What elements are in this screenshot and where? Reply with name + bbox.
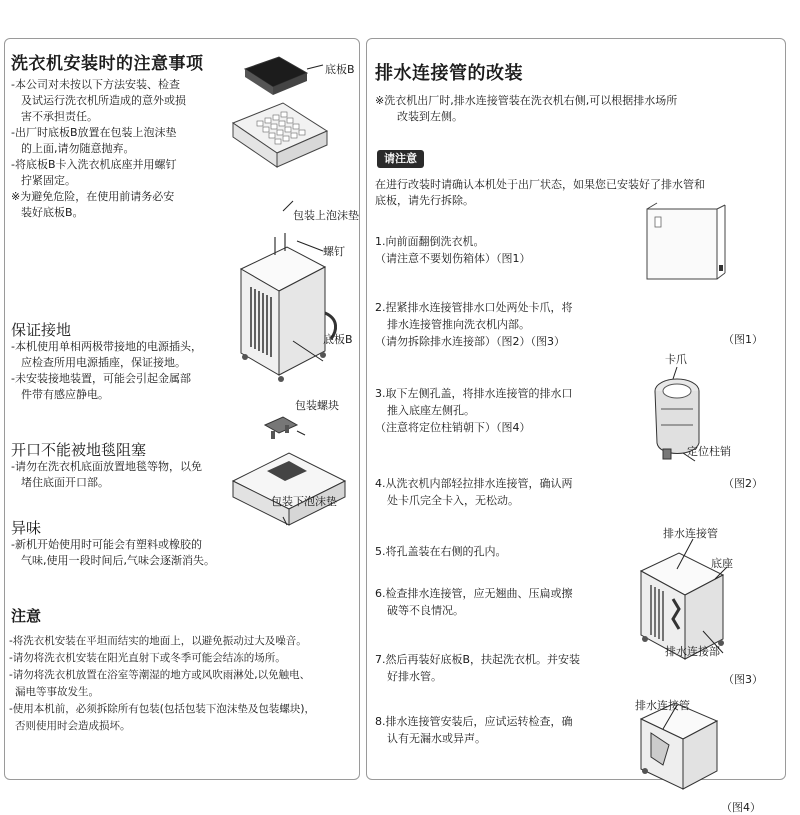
ground-title: 保证接地 (11, 321, 72, 339)
ground-line: -未安装接地装置，可能会引起金属部 (11, 372, 191, 385)
drain-note-line: ※洗衣机出厂时,排水连接管装在洗衣机右侧,可以根据排水场所 (375, 94, 678, 107)
screw-label: 螺钉 (323, 245, 345, 258)
notice-text (9, 633, 357, 735)
step-line: 1.向前面翻倒洗衣机。 (375, 235, 485, 248)
drain-conversion-panel (366, 38, 786, 814)
ground-text (11, 339, 251, 403)
odor-line: -新机开始使用时可能会有塑料或橡胶的 (11, 538, 202, 551)
step-6 (375, 585, 625, 619)
drain-joint-label: 排水连接部 (665, 645, 720, 658)
intro-line: -将底板B卡入洗衣机底座并用螺钉 (11, 158, 177, 171)
panel-b-label: 底板B (325, 63, 355, 76)
ground-line: 应检查所用电源插座，保证接地。 (21, 356, 186, 369)
carpet-line: 堵住底面开口部。 (21, 476, 109, 489)
foam-top-label: 包装上泡沫垫 (293, 209, 359, 222)
attention-badge (377, 147, 424, 166)
step-line: 3.取下左侧孔盖，将排水连接管的排水口 (375, 387, 573, 400)
step-line: 处卡爪完全卡入，无松动。 (387, 494, 519, 507)
fig3-caption: （图3） (723, 673, 763, 686)
intro-line: 及试运行洗衣机所造成的意外或损 (21, 94, 186, 107)
panel-b-side-label: 底板B (323, 333, 353, 346)
step-2 (375, 299, 625, 350)
fig2-caption: （图2） (723, 477, 763, 490)
intro-line: -本公司对未按以下方法安装、检查 (11, 78, 180, 91)
step-line: 推入底座左侧孔。 (387, 404, 475, 417)
step-4 (375, 475, 625, 509)
fig1-caption: （图1） (723, 333, 763, 346)
intro-line: -出厂时底板B放置在包装上泡沫垫 (11, 126, 177, 139)
installation-intro (11, 77, 241, 221)
installation-notes-title: 洗衣机安装时的注意事项 (11, 54, 204, 74)
step-line: 7.然后再装好底板B，扶起洗衣机。并安装 (375, 653, 581, 666)
step-line: 破等不良情况。 (387, 604, 464, 617)
pin-label: 定位柱销 (687, 445, 731, 458)
step-line: 好排水管。 (387, 670, 442, 683)
drain-conversion-title: 排水连接管的改装 (375, 63, 523, 84)
step-7 (375, 651, 625, 685)
drain-note (375, 93, 779, 125)
clip-block-label: 包装螺块 (295, 399, 339, 412)
step-line: （注意将定位柱销朝下）（图4） (375, 421, 531, 434)
step-3 (375, 385, 625, 436)
intro-line: 害不承担责任。 (21, 110, 98, 123)
foam-bottom-label: 包装下泡沫垫 (271, 495, 337, 508)
carpet-title: 开口不能被地毯阻塞 (11, 441, 147, 459)
odor-line: 气味,使用一段时间后,气味会逐渐消失。 (21, 554, 215, 567)
step-1 (375, 233, 625, 267)
step-line: 排水连接管推向洗衣机内部。 (387, 318, 530, 331)
attention-badge-label: 请注意 (377, 150, 424, 168)
clip-block-drawing (265, 417, 297, 439)
attention-line: 底板，请先行拆除。 (375, 194, 474, 207)
step-line: 5.将孔盖装在右侧的孔内。 (375, 545, 507, 558)
notice-title: 注意 (11, 607, 42, 625)
step-line: （请注意不要划伤箱体）（图1） (375, 252, 531, 265)
fig4-drawing (641, 703, 717, 789)
base-label: 底座 (711, 557, 733, 570)
step-5 (375, 543, 625, 560)
installation-notes-panel (4, 38, 360, 780)
step-line: 2.捏紧排水连接管排水口处两处卡爪，将 (375, 301, 573, 314)
notice-line: 漏电等事故发生。 (15, 686, 99, 698)
panel-b-drawing (245, 57, 307, 95)
notice-line: -请勿将洗衣机放置在浴室等潮湿的地方或风吹雨淋处,以免触电、 (9, 669, 311, 681)
step-line: （请勿拆除排水连接部）（图2）（图3） (375, 335, 565, 348)
fig1-drawing (647, 203, 725, 279)
base-panel-illustration (227, 51, 357, 521)
intro-line: 拧紧固定。 (21, 174, 76, 187)
fig4-caption: （图4） (721, 801, 761, 814)
notice-line: -使用本机前，必须拆除所有包装(包括包装下泡沫垫及包装螺块)， (9, 703, 315, 715)
step-line: 8.排水连接管安装后，应试运转检查，确 (375, 715, 573, 728)
step-line: 6.检查排水连接管，应无翘曲、压扁或擦 (375, 587, 573, 600)
intro-line: 的上面,请勿随意抛弃。 (21, 142, 135, 155)
step-line: 4.从洗衣机内部轻拉排水连接管，确认两 (375, 477, 573, 490)
intro-line: 装好底板B。 (21, 206, 84, 219)
notice-line: -将洗衣机安装在平坦而结实的地面上，以避免振动过大及噪音。 (9, 635, 307, 647)
drain-pipe-label-b: 排水连接管 (635, 699, 690, 712)
attention-line: 在进行改装时请确认本机处于出厂状态，如果您已安装好了排水管和 (375, 178, 705, 191)
claw-label: 卡爪 (665, 353, 687, 366)
drain-note-line: 改装到左侧。 (397, 110, 463, 123)
ground-line: 件带有感应静电。 (21, 388, 109, 401)
odor-text (11, 537, 271, 569)
drain-pipe-label-a: 排水连接管 (663, 527, 718, 540)
notice-line: -请勿将洗衣机安装在阳光直射下或冬季可能会结冻的场所。 (9, 652, 286, 664)
odor-title: 异味 (11, 519, 42, 537)
step-8 (375, 713, 625, 747)
notice-line: 否则使用时会造成损坏。 (15, 720, 131, 732)
ground-line: -本机使用单相两极带接地的电源插头， (11, 340, 202, 353)
step-line: 认有无漏水或异声。 (387, 732, 486, 745)
intro-line: ※为避免危险，在使用前请务必安 (11, 190, 175, 203)
carpet-text (11, 459, 251, 491)
foam-top-drawing (233, 103, 327, 167)
carpet-line: -请勿在洗衣机底面放置地毯等物，以免 (11, 460, 202, 473)
